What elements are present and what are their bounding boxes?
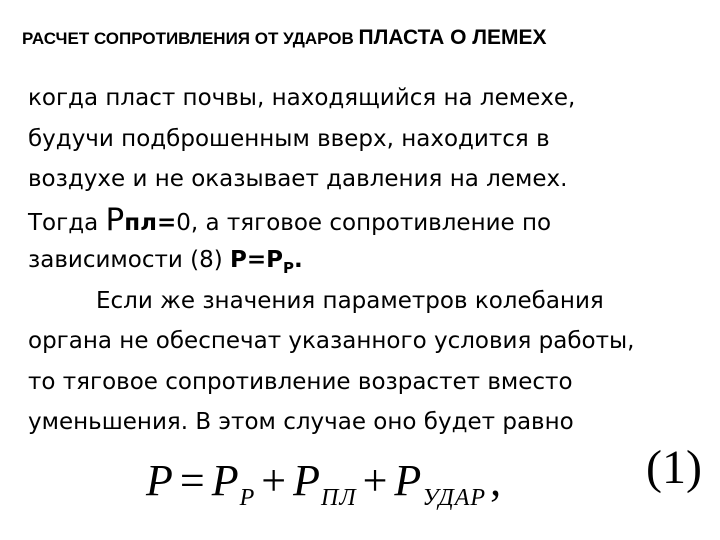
text-line: воздухе и не оказывает давления на лемех. <box>28 166 568 192</box>
text-line <box>28 200 708 241</box>
title-part-large: ПЛАСТА О ЛЕМЕХ <box>358 26 547 49</box>
text-line: будучи подброшенным вверх, находится в <box>28 125 550 152</box>
text-line <box>28 240 708 281</box>
subscript-pl: пл <box>124 209 157 236</box>
formula-term: P <box>394 456 423 505</box>
formula-plus: + <box>362 456 389 505</box>
inline-formula-subscript: Р <box>283 259 295 277</box>
formula-term: P <box>211 456 240 505</box>
text-line: то тяговое сопротивление возрастет вместо <box>28 368 573 395</box>
equation-number: (1) <box>646 441 702 494</box>
slide-title <box>22 26 547 50</box>
body-text <box>28 78 708 443</box>
text-segment: Тогда <box>28 209 106 236</box>
formula-lhs: P <box>146 456 174 505</box>
formula-comma: , <box>490 456 503 505</box>
title-part-small: РАСЧЕТ СОПРОТИВЛЕНИЯ ОТ УДАРОВ <box>22 29 359 48</box>
formula-equals: = <box>179 456 206 505</box>
text-line: уменьшения. В этом случае оно будет равно <box>28 409 574 435</box>
formula-term: P <box>293 456 321 505</box>
text-line: Если же значения параметров колебания <box>96 287 604 314</box>
inline-formula-dot: . <box>294 247 303 273</box>
text-segment: зависимости (8) <box>28 247 231 273</box>
text-line: органа не обеспечат указанного условия работы, <box>28 328 635 354</box>
formula-subscript: УДАР <box>422 485 487 511</box>
main-formula <box>146 455 502 512</box>
equals-sign: = <box>156 209 177 236</box>
text-line: когда пласт почвы, находящийся на лемехе, <box>28 85 576 111</box>
variable-p: Р <box>105 201 125 238</box>
formula-subscript: ПЛ <box>321 485 357 511</box>
text-segment: 0, а тяговое сопротивление по <box>176 209 552 236</box>
formula-subscript: Р <box>239 485 256 511</box>
inline-formula: Р=Р <box>230 247 284 273</box>
formula-plus: + <box>261 456 288 505</box>
